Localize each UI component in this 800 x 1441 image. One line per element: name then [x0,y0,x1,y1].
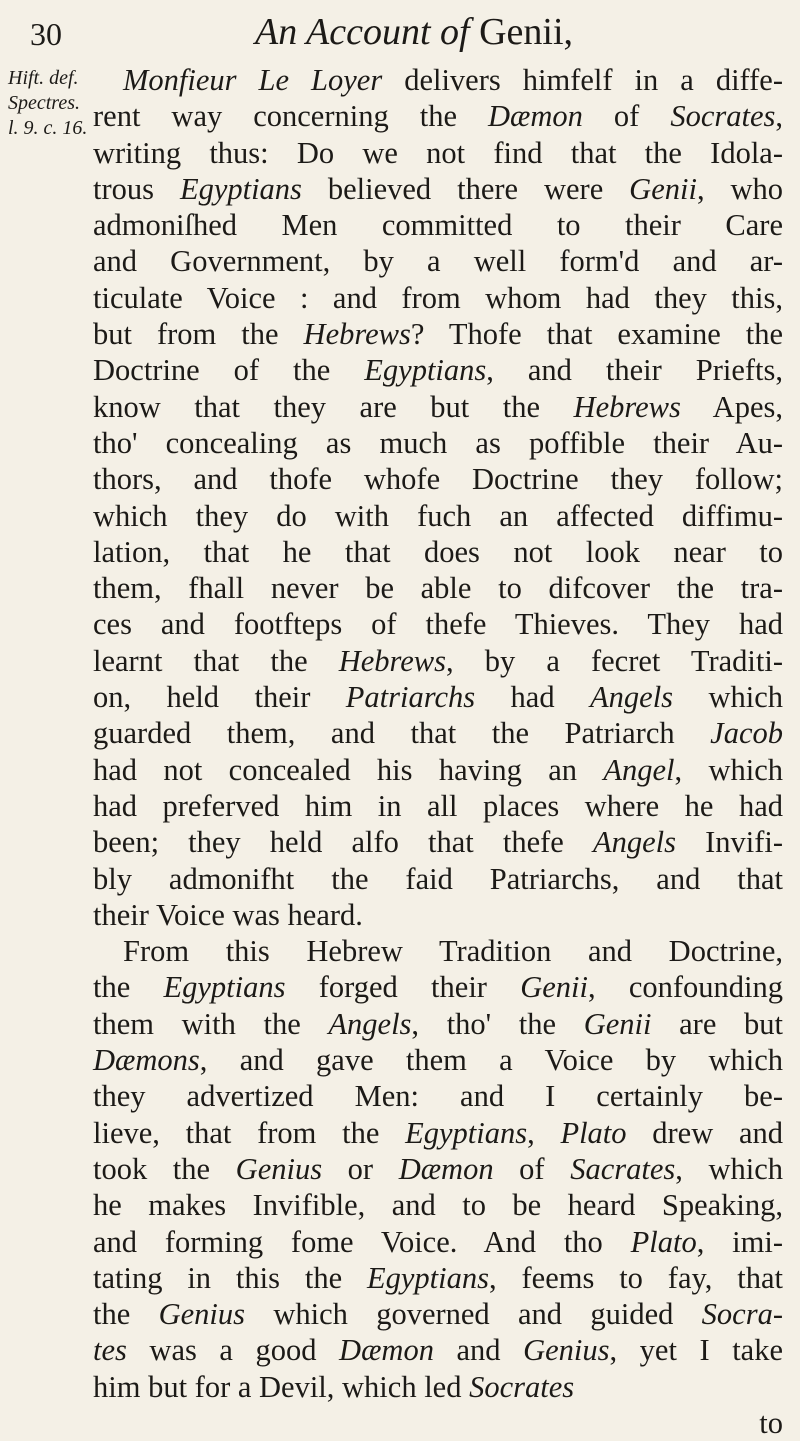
margin-note [8,66,87,141]
text-segment: guarded them, and that the Patriarch [93,716,711,751]
text-line [93,534,783,570]
italic-segment: Angel [603,752,675,787]
running-title-part: Genii [479,11,564,53]
text-segment: , and their Priefts, [486,353,783,388]
text-line [93,389,783,425]
text-segment: rent way concerning the [93,99,488,134]
text-segment: them, fhall never be able to difcover the tra- [93,571,783,606]
text-line [93,461,783,497]
text-line [93,679,783,715]
running-title [255,10,573,54]
text-line [93,280,783,316]
text-segment: of [582,99,671,134]
text-segment: but from the [93,317,304,352]
text-line [93,498,783,534]
italic-segment: Egyptians [367,1260,490,1295]
text-segment: , by a fecret Traditi- [446,643,783,678]
text-line [93,1187,783,1223]
italic-segment: Egyptians [405,1115,528,1150]
text-segment: , who [696,171,784,206]
text-segment: of [493,1151,571,1186]
text-segment: took the [93,1151,236,1186]
text-line [93,788,783,824]
text-line [93,425,783,461]
text-segment: was a good [126,1333,340,1368]
text-segment: had [475,680,591,715]
text-segment: lation, that he that does not look near to [93,534,783,569]
text-segment: delivers himfelf in a diffe- [382,63,783,97]
italic-segment: Angels [328,1006,412,1041]
text-line [93,643,783,679]
text-segment: or [322,1151,399,1186]
text-segment: believed there were [301,171,630,206]
italic-segment: Genius [158,1297,246,1332]
text-segment: From this Hebrew Tradition and Doctrine, [123,934,783,969]
text-segment: and forming fome Voice. And tho [93,1224,631,1259]
text-segment: , imi- [696,1224,783,1259]
italic-segment: Genii [629,171,697,206]
italic-segment: Dæmon [488,99,583,134]
text-segment: the [93,970,164,1005]
italic-segment: Egyptians [364,353,487,388]
text-line [93,570,783,606]
italic-segment: Hebrews [338,643,447,678]
text-segment: he makes Invifible, and to be heard Speaking, [93,1188,783,1223]
text-segment: , tho' the [411,1006,584,1041]
text-segment: tating in this the [93,1260,368,1295]
text-segment: on, held their [93,680,346,715]
text-segment: , and gave them a Voice by which [199,1043,783,1078]
text-line [93,1151,783,1187]
italic-segment: Dæmons [93,1043,200,1078]
text-line [93,1332,783,1368]
italic-segment: Socra- [701,1297,783,1332]
text-segment: and Government, by a well form'd and ar- [93,244,783,279]
text-line [93,352,783,388]
italic-segment: Dæmon [398,1151,494,1186]
text-segment: Doctrine of the [93,353,365,388]
italic-segment: Hebrews [303,317,411,352]
text-segment: , confounding [587,970,784,1005]
text-segment: learnt that the [93,643,339,678]
text-segment: , which [674,752,783,787]
text-line [93,1006,783,1042]
text-segment: are but [651,1006,783,1041]
text-segment: been; they held alfo that thefe [93,825,593,860]
text-line [93,1115,783,1151]
body-text [93,62,783,1441]
text-line [93,969,783,1005]
text-segment: , feems to fay, that [489,1260,784,1295]
text-segment: , [527,1115,561,1150]
text-segment: tho' concealing as much as poffible their Au- [93,425,783,460]
italic-segment: Hebrews [573,389,681,424]
text-segment: which governed and guided [245,1297,702,1332]
italic-segment: Sacrates [570,1151,676,1186]
text-line [93,1224,783,1260]
italic-segment: Genii [583,1006,652,1041]
running-title-part: An Account of [255,11,480,53]
italic-segment: Genius [235,1151,323,1186]
text-segment: lieve, that from the [93,1115,406,1150]
page-header [0,6,800,58]
page-number: 30 [30,16,62,52]
text-segment: drew and [626,1115,784,1150]
text-segment: their Voice was heard. [93,897,363,932]
text-line [93,897,783,933]
italic-segment: Egyptians [163,970,286,1005]
text-line [93,752,783,788]
text-segment: know that they are but the [93,389,574,424]
text-segment: Apes, [680,389,783,424]
running-title-part: , [563,11,574,53]
text-line [93,1260,783,1296]
text-segment: Invifi- [675,825,783,860]
text-segment: , [775,99,783,134]
text-line [93,1369,783,1405]
italic-segment: tes [93,1333,127,1368]
text-segment: admoniſhed Men committed to their Care [93,208,783,243]
text-line [93,1078,783,1114]
text-line [93,62,783,98]
margin-note-line: l. 9. c. 16. [8,117,88,139]
text-segment: bly admonifht the faid Patriarchs, and that [93,861,783,896]
text-line [93,715,783,751]
text-segment: ticulate Voice : and from whom had they this, [93,280,783,315]
italic-segment: Plato [560,1115,627,1150]
text-line [93,606,783,642]
text-segment: and [433,1333,524,1368]
text-line [93,1042,783,1078]
text-segment: ? Thofe that examine the [410,317,783,352]
italic-segment: Angels [592,825,676,860]
text-line [93,861,783,897]
margin-note-line: Spectres. [8,92,81,114]
text-line [93,933,783,969]
italic-segment: Genii [520,970,588,1005]
italic-segment: Plato [630,1224,697,1259]
text-segment: had preferved him in all places where he had [93,788,783,823]
text-line [93,135,783,171]
text-line [93,171,783,207]
text-line [93,1296,783,1332]
text-segment: writing thus: Do we not find that the Idola- [93,135,783,170]
text-segment: to [759,1405,783,1440]
italic-segment: Jacob [710,716,783,751]
italic-segment: Genius [523,1333,610,1368]
italic-segment: Monfieur Le Loyer [123,63,383,97]
text-segment: had not concealed his having an [93,752,604,787]
text-line [93,98,783,134]
margin-note-line: Hift. def. [8,67,79,89]
italic-segment: Socrates [469,1369,575,1404]
text-segment: forged their [285,970,521,1005]
text-segment: him but for a Devil, which led [93,1369,470,1404]
text-segment: which [673,680,784,715]
text-segment: trous [93,171,180,206]
text-segment: , yet I take [609,1333,783,1368]
italic-segment: Egyptians [179,171,302,206]
text-segment: the [93,1297,159,1332]
text-line [93,824,783,860]
italic-segment: Patriarchs [345,680,476,715]
text-line [93,243,783,279]
text-segment: they advertized Men: and I certainly be- [93,1079,783,1114]
italic-segment: Socrates [670,99,776,134]
text-segment: thors, and thofe whofe Doctrine they follow; [93,462,783,497]
text-segment: them with the [93,1006,329,1041]
italic-segment: Angels [590,680,674,715]
text-segment: , which [675,1151,783,1186]
text-segment: which they do with fuch an affected diffimu- [93,498,783,533]
text-segment: ces and footfteps of thefe Thieves. They had [93,607,783,642]
catchword [93,1405,783,1441]
text-line [93,316,783,352]
text-line [93,207,783,243]
italic-segment: Dæmon [339,1333,434,1368]
